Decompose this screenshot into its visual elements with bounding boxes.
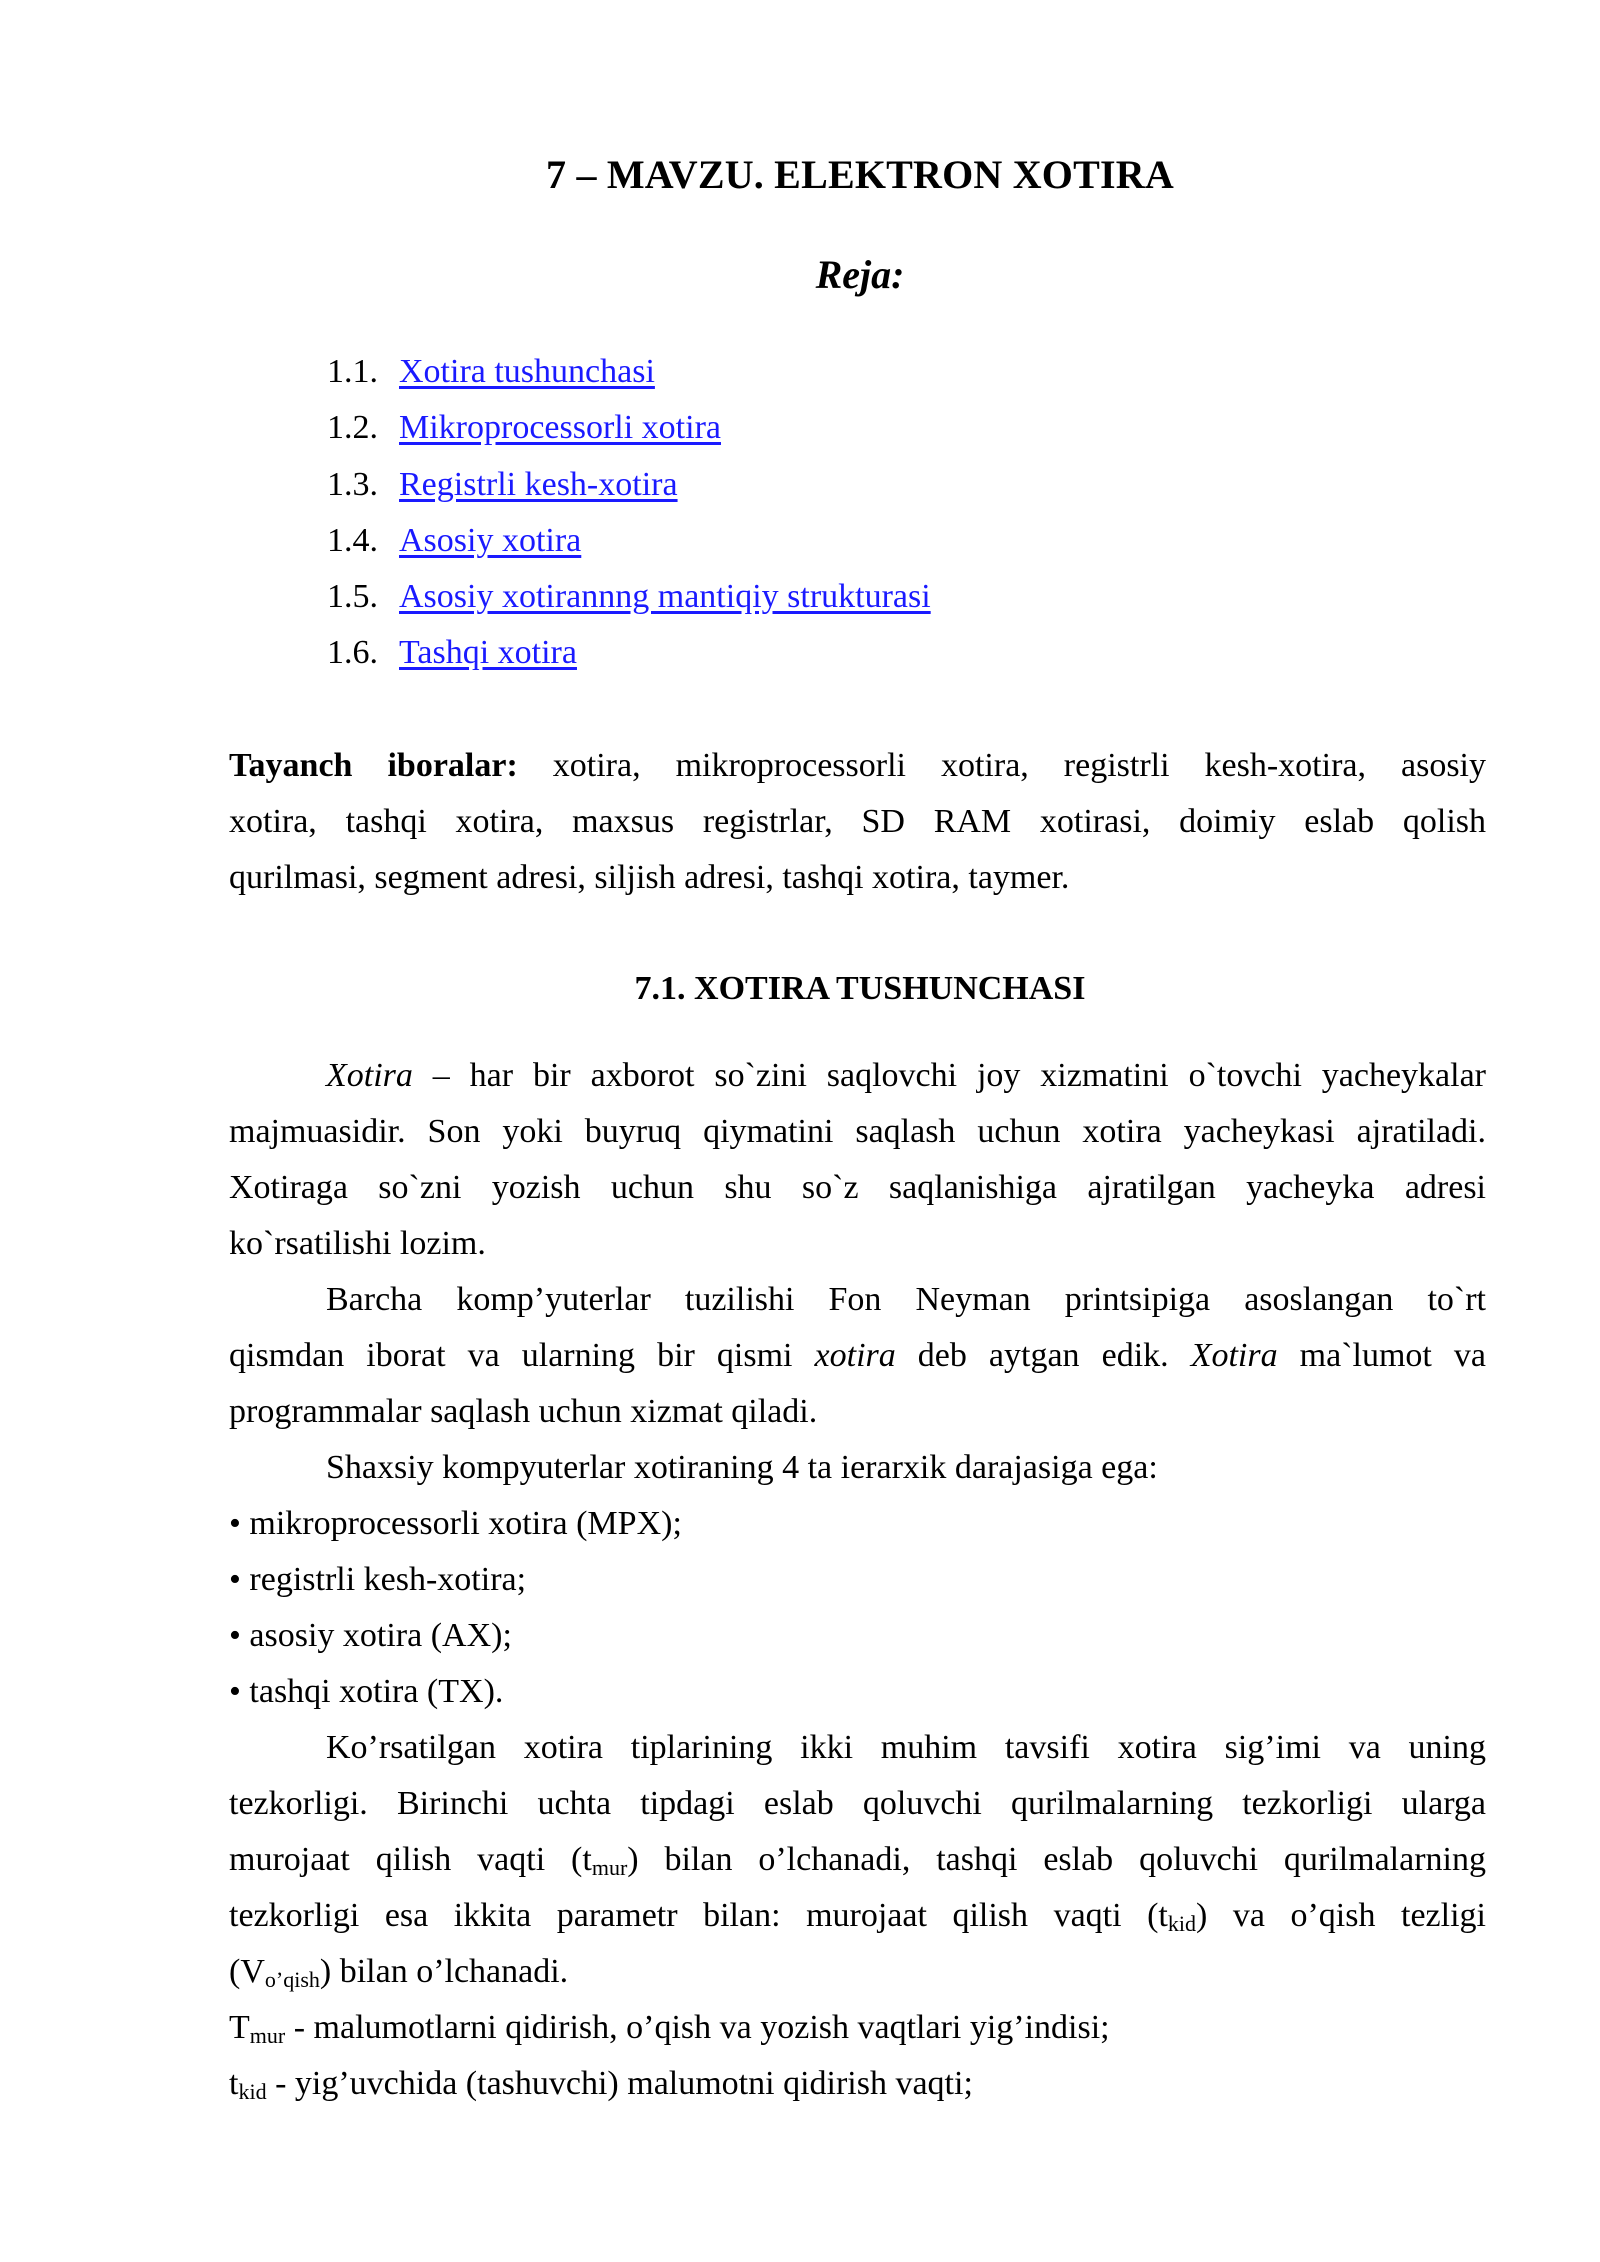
text: qismdan iborat va ularning bir qismi xyxy=(229,1337,815,1374)
text: Barcha komp’yuterlar tuzilishi Fon Neyman printsipiga asoslangan to`rt xyxy=(326,1281,1486,1318)
toc-link-asosiy-xotira[interactable]: Asosiy xotira xyxy=(399,521,582,559)
keywords-text: qurilmasi, segment adresi, siljish adresi, tashqi xotira, taymer. xyxy=(229,859,1070,896)
bullet-item: • mikroprocessorli xotira (MPX); xyxy=(229,1505,682,1542)
keywords-line xyxy=(229,738,1486,794)
toc-link-tashqi-xotira[interactable]: Tashqi xotira xyxy=(399,634,577,672)
toc-number: 1.2. xyxy=(327,409,378,447)
paragraph-line xyxy=(229,1384,1486,1440)
toc-item xyxy=(327,400,931,456)
text: Ko’rsatilgan xotira tiplarining ikki muhim tavsifi xotira sig’imi va uning xyxy=(326,1729,1486,1766)
keywords-paragraph xyxy=(229,738,1486,906)
text: Shaxsiy kompyuterlar xotiraning 4 ta ierarxik darajasiga ega: xyxy=(326,1449,1158,1486)
text: - malumotlarni qidirish, o’qish va yozish vaqtlari yig’indisi; xyxy=(285,2009,1110,2046)
toc-item xyxy=(327,457,931,513)
term-xotira: Xotira xyxy=(326,1057,413,1094)
text: ) bilan o’lchanadi. xyxy=(319,1953,569,1990)
bullet-item: • tashqi xotira (TX). xyxy=(229,1673,504,1710)
subscript: kid xyxy=(238,2079,267,2104)
dash: – xyxy=(412,1057,470,1094)
text: (V xyxy=(229,1953,265,1990)
toc-number: 1.1. xyxy=(327,353,378,390)
toc-number: 1.4. xyxy=(327,521,378,559)
toc-number: 1.3. xyxy=(327,465,378,503)
text: deb aytgan edik. xyxy=(895,1337,1191,1374)
toc-link-mantiqiy-strukturasi[interactable]: Asosiy xotirannng mantiqiy strukturasi xyxy=(399,578,931,616)
bullet-item: • registrli kesh-xotira; xyxy=(229,1561,527,1598)
paragraph-line xyxy=(229,1832,1486,1888)
section-body xyxy=(229,1048,1486,2112)
table-of-contents xyxy=(327,344,931,682)
text: ma`lumot va xyxy=(1277,1337,1486,1374)
keywords-line xyxy=(229,850,1486,906)
paragraph-line xyxy=(229,1720,1486,1776)
toc-link-xotira-tushunchasi[interactable]: Xotira tushunchasi xyxy=(399,353,655,390)
text: ) va o’qish tezligi xyxy=(1195,1897,1486,1934)
text: murojaat qilish vaqti (t xyxy=(229,1841,592,1878)
toc-link-mikroprocessorli-xotira[interactable]: Mikroprocessorli xotira xyxy=(399,409,721,447)
subscript: mur xyxy=(591,1855,628,1880)
page-title: 7 – MAVZU. ELEKTRON XOTIRA xyxy=(546,152,1174,197)
toc-number: 1.5. xyxy=(327,578,378,616)
subscript: mur xyxy=(249,2023,286,2048)
italic-term: Xotira xyxy=(1190,1337,1278,1374)
text: Xotiraga so`zni yozish uchun shu so`z saqlanishiga ajratilgan yacheyka adresi xyxy=(229,1169,1486,1206)
text: programmalar saqlash uchun xizmat qiladi. xyxy=(229,1393,818,1430)
keywords-label: Tayanch iboralar: xyxy=(229,747,518,784)
keywords-text: xotira, mikroprocessorli xotira, registrli kesh-xotira, asosiy xyxy=(552,747,1486,784)
definition-line xyxy=(229,2000,1486,2056)
toc-item xyxy=(327,513,931,569)
plan-label: Reja: xyxy=(815,252,905,297)
toc-number: 1.6. xyxy=(327,634,378,672)
subscript: o’qish xyxy=(264,1967,320,1992)
paragraph-line xyxy=(229,1944,1486,2000)
symbol: t xyxy=(229,2065,239,2102)
text: majmuasidir. Son yoki buyruq qiymatini saqlash uchun xotira yacheykasi ajratiladi. xyxy=(229,1113,1486,1150)
section-title: 7.1. XOTIRA TUSHUNCHASI xyxy=(634,970,1086,1007)
text: har bir axborot so`zini saqlovchi joy xizmatini o`tovchi yacheykalar xyxy=(469,1057,1486,1094)
italic-term: xotira xyxy=(814,1337,896,1374)
text: tezkorligi. Birinchi uchta tipdagi eslab qoluvchi qurilmalarning tezkorligi ularga xyxy=(229,1785,1486,1822)
text: tezkorligi esa ikkita parametr bilan: murojaat qilish vaqti (t xyxy=(229,1897,1168,1934)
keywords-text: xotira, tashqi xotira, maxsus registrlar, SD RAM xotirasi, doimiy eslab qolish xyxy=(229,803,1486,840)
text: ko`rsatilishi lozim. xyxy=(229,1225,486,1262)
paragraph-line xyxy=(229,1440,1486,1496)
paragraph-line xyxy=(229,1160,1486,1216)
toc-link-registrli-kesh-xotira[interactable]: Registrli kesh-xotira xyxy=(399,465,678,503)
paragraph-line xyxy=(229,1776,1486,1832)
bullet-item: • asosiy xotira (AX); xyxy=(229,1617,512,1654)
keywords-line xyxy=(229,794,1486,850)
paragraph-line xyxy=(229,1216,1486,1272)
paragraph-line xyxy=(229,1272,1486,1328)
subscript: kid xyxy=(1167,1911,1196,1936)
paragraph-line xyxy=(229,1104,1486,1160)
paragraph-line xyxy=(229,1048,1486,1104)
text: ) bilan o’lchanadi, tashqi eslab qoluvchi qurilmalarning xyxy=(627,1841,1486,1878)
toc-item xyxy=(327,344,931,400)
paragraph-line xyxy=(229,1888,1486,1944)
paragraph-line xyxy=(229,1328,1486,1384)
toc-item xyxy=(327,569,931,625)
toc-item xyxy=(327,625,931,681)
text: - yig’uvchida (tashuvchi) malumotni qidirish vaqti; xyxy=(266,2065,973,2102)
symbol: T xyxy=(229,2009,250,2046)
definition-line xyxy=(229,2056,1486,2112)
